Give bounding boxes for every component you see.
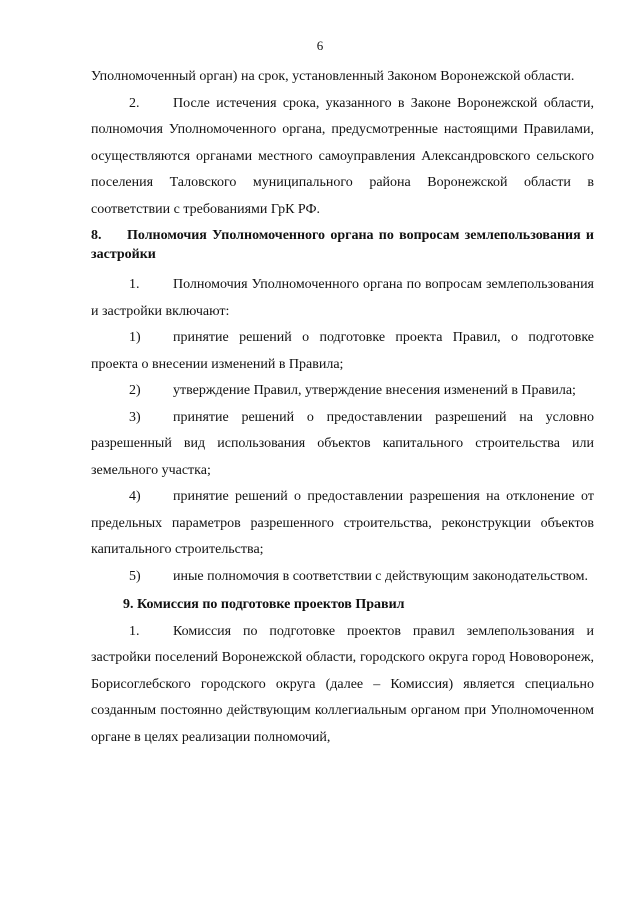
list-item-1 (91, 325, 594, 378)
list-item-4 (91, 484, 594, 564)
document-body (91, 64, 594, 751)
list-item-number: 5) (129, 568, 141, 584)
list-item-number: 2) (129, 383, 141, 398)
list-item-2 (91, 378, 594, 405)
list-item-text: принятие решений о подготовке проекта Правил, о подготовке проекта о внесении изменений в Правила; (91, 330, 594, 372)
list-item-text: принятие решений о предоставлении разрешений на условно разрешенный вид использования объектов капитального строительства или земельного участка; (91, 409, 594, 478)
section-title: Полномочия Уполномоченного органа по вопросам землепользования и застройки (91, 228, 594, 262)
paragraph-number: 1. (129, 277, 140, 292)
paragraph-8-1 (91, 272, 594, 325)
paragraph-number: 2. (129, 95, 140, 111)
section-heading-9: 9. Комиссия по подготовке проектов Правил (123, 597, 405, 612)
paragraph-text: После истечения срока, указанного в Законе Воронежской области, полномочия Уполномоченного органа, предусмотренные настоящими Правилами, осуществляются органами местного самоуправления Александровского сельского поселения Таловского муниципального района Воронежской области в соответствии с требованиями ГрК РФ. (91, 95, 594, 217)
list-item-number: 3) (129, 409, 141, 425)
list-item-text: утверждение Правил, утверждение внесения изменений в Правила; (173, 383, 576, 398)
list-item-text: принятие решений о предоставлении разрешения на отклонение от предельных параметров разрешенного строительства, реконструкции объектов капитального строительства; (91, 489, 594, 557)
paragraph-text: Комиссия по подготовке проектов правил землепользования и застройки поселений Воронежской области, городского округа город Нововоронеж, Борисоглебского городского округа (далее – Комиссия) является специально созданным постоянно действующим коллегиальным органом при Уполномоченном органе в целях реализации полномочий, (91, 623, 594, 745)
list-item-number: 1) (129, 330, 141, 345)
paragraph-number: 1. (129, 623, 140, 639)
paragraph-text: Полномочия Уполномоченного органа по вопросам землепользования и застройки включают: (91, 277, 594, 319)
paragraph-9-1 (91, 619, 594, 752)
paragraph-2 (91, 91, 594, 224)
list-item-text: иные полномочия в соответствии с действующим законодательством. (173, 568, 588, 584)
list-item-5 (91, 564, 594, 591)
list-item-number: 4) (129, 489, 141, 504)
list-item-3 (91, 405, 594, 485)
page-number: 6 (316, 38, 324, 53)
paragraph-continuation: Уполномоченный орган) на срок, установленный Законом Воронежской области. (91, 69, 575, 84)
section-heading-8 (91, 226, 594, 264)
section-number: 8. (91, 228, 102, 243)
